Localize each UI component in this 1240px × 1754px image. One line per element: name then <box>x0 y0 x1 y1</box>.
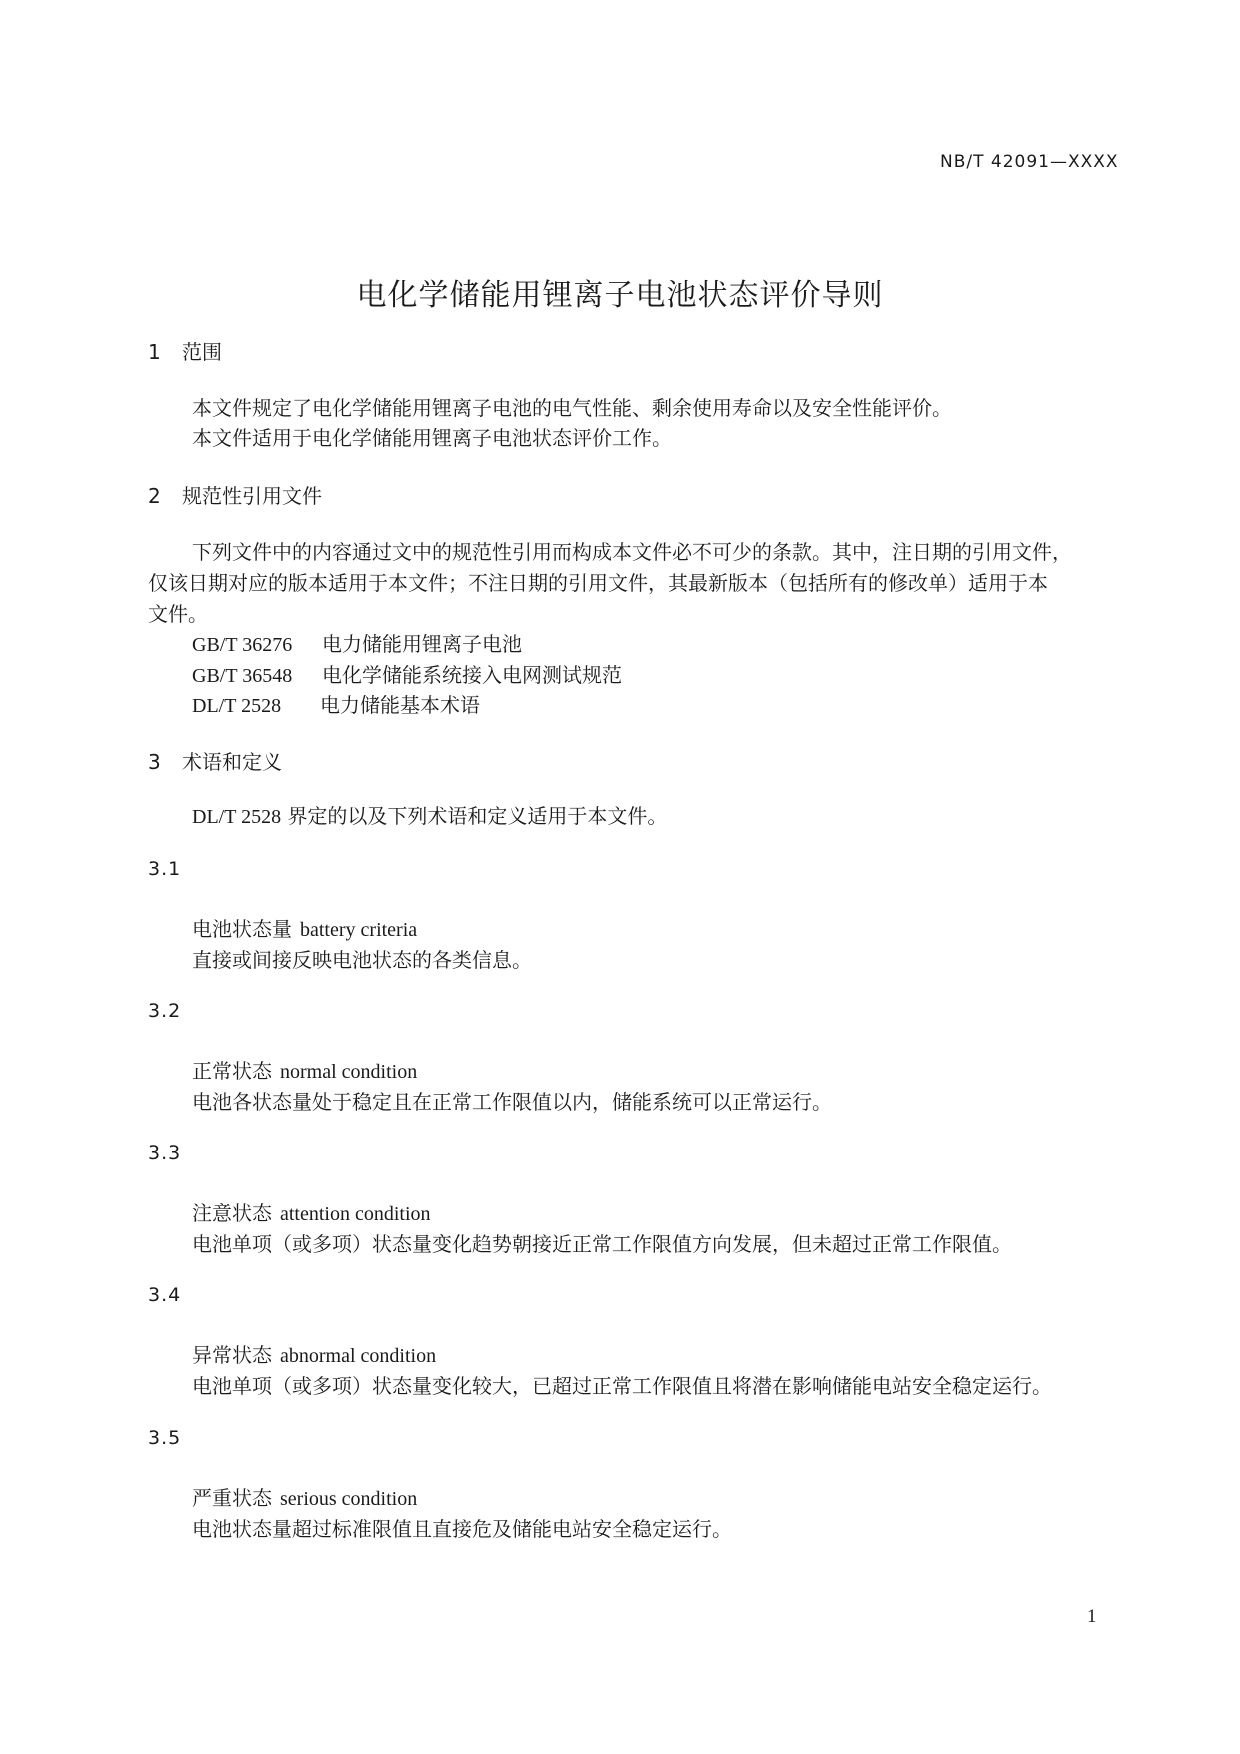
paragraph-line: 仅该日期对应的版本适用于本文件；不注日期的引用文件，其最新版本（包括所有的修改单）适用于本 <box>148 571 1048 595</box>
reference-item <box>192 628 522 661</box>
paragraph-line: 文件。 <box>148 602 208 626</box>
term-name: 正常状态 <box>192 1059 272 1083</box>
term-english: battery criteria <box>300 919 418 941</box>
term-number: 3.5 <box>148 1427 182 1449</box>
document-title: 电化学储能用锂离子电池状态评价导则 <box>356 278 884 313</box>
terms-intro <box>192 800 667 833</box>
term-definition: 电池单项（或多项）状态量变化较大，已超过正常工作限值且将潜在影响储能电站安全稳定运行。 <box>192 1374 1052 1398</box>
term-definition: 电池单项（或多项）状态量变化趋势朝接近正常工作限值方向发展，但未超过正常工作限值。 <box>192 1232 1012 1256</box>
paragraph: 本文件适用于电化学储能用锂离子电池状态评价工作。 <box>192 426 672 450</box>
term-number: 3.2 <box>148 1000 182 1022</box>
term-english: serious condition <box>280 1488 418 1510</box>
reference-code: GB/T 36276 <box>192 634 293 656</box>
reference-code: GB/T 36548 <box>192 665 293 687</box>
term-heading <box>192 913 417 942</box>
term-definition: 直接或间接反映电池状态的各类信息。 <box>192 948 532 972</box>
section-number: 1 <box>148 340 161 364</box>
term-number: 3.4 <box>148 1284 182 1306</box>
term-english: abnormal condition <box>280 1345 437 1367</box>
terms-intro-code: DL/T 2528 <box>192 806 282 828</box>
reference-item <box>192 689 480 722</box>
page-number: 1 <box>1087 1606 1097 1627</box>
term-name: 异常状态 <box>192 1343 272 1367</box>
reference-title: 电力储能用锂离子电池 <box>322 632 522 656</box>
section-title: 术语和定义 <box>182 750 282 774</box>
term-name: 电池状态量 <box>192 917 292 941</box>
term-heading <box>192 1339 436 1368</box>
reference-title: 电力储能基本术语 <box>320 693 480 717</box>
paragraph: 本文件规定了电化学储能用锂离子电池的电气性能、剩余使用寿命以及安全性能评价。 <box>192 396 952 420</box>
reference-title: 电化学储能系统接入电网测试规范 <box>322 663 622 687</box>
term-heading <box>192 1482 417 1511</box>
term-number: 3.1 <box>148 858 182 880</box>
term-name: 严重状态 <box>192 1486 272 1510</box>
term-definition: 电池状态量超过标准限值且直接危及储能电站安全稳定运行。 <box>192 1517 732 1541</box>
term-number: 3.3 <box>148 1142 182 1164</box>
term-definition: 电池各状态量处于稳定且在正常工作限值以内，储能系统可以正常运行。 <box>192 1090 832 1114</box>
reference-item <box>192 659 622 692</box>
section-title: 规范性引用文件 <box>182 484 322 508</box>
term-english: attention condition <box>280 1203 431 1225</box>
term-english: normal condition <box>280 1061 418 1083</box>
term-heading <box>192 1197 431 1226</box>
term-name: 注意状态 <box>192 1201 272 1225</box>
reference-code: DL/T 2528 <box>192 695 282 717</box>
section-number: 3 <box>148 750 161 774</box>
section-2-heading <box>148 480 322 509</box>
section-3-heading <box>148 746 282 775</box>
paragraph-line: 下列文件中的内容通过文中的规范性引用而构成本文件必不可少的条款。其中，注日期的引用文件， <box>192 540 1072 564</box>
standard-number: NB/T 42091—XXXX <box>940 152 1119 172</box>
section-title: 范围 <box>182 340 222 364</box>
section-number: 2 <box>148 484 161 508</box>
term-heading <box>192 1055 417 1084</box>
terms-intro-text: 界定的以及下列术语和定义适用于本文件。 <box>287 804 668 828</box>
section-1-heading <box>148 336 222 365</box>
